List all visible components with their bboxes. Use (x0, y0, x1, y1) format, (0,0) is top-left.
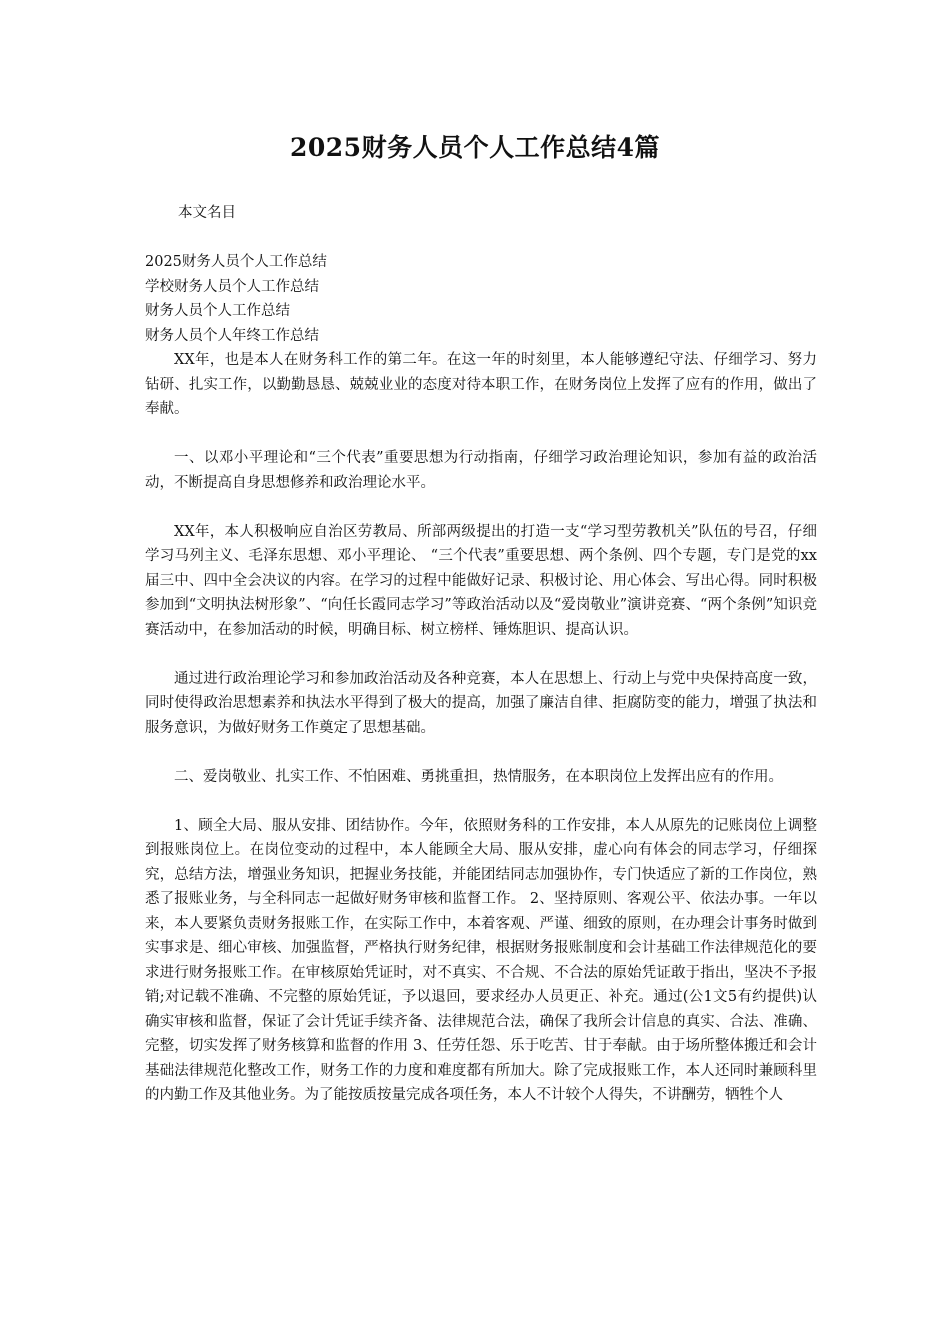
body-paragraph: 二、爱岗敬业、扎实工作、不怕困难、勇挑重担，热情服务，在本职岗位上发挥出应有的作用。 (174, 768, 783, 785)
body-paragraph: XX年，也是本人在财务科工作的第二年。在这一年的时刻里，本人能够遵纪守法、仔细学习、努力钻研、扎实工作，以勤勤恳恳、兢兢业业的态度对待本职工作，在财务岗位上发挥了应有的作用，做出了奉献。 (145, 352, 817, 417)
toc-item: 财务人员个人年终工作总结 (145, 327, 319, 344)
document-title: 2025财务人员个人工作总结4篇 (290, 133, 660, 162)
body-paragraph: 一、以邓小平理论和“三个代表”重要思想为行动指南，仔细学习政治理论知识，参加有益的政治活动，不断提高自身思想修养和政治理论水平。 (145, 450, 817, 491)
toc-heading: 本文名目 (178, 205, 236, 221)
body-paragraph: 通过进行政治理论学习和参加政治活动及各种竞赛，本人在思想上、行动上与党中央保持高度一致，同时使得政治思想素养和执法水平得到了极大的提高，加强了廉洁自律、拒腐防变的能力，增强了执法和服务意识，为做好财务工作奠定了思想基础。 (145, 670, 817, 736)
table-of-contents (145, 250, 825, 348)
body-paragraph: 1、顾全大局、服从安排、团结协作。今年，依照财务科的工作安排，本人从原先的记账岗位上调整到报账岗位上。在岗位变动的过程中，本人能顾全大局、服从安排，虚心向有体会的同志学习，仔细探究，总结方法，增强业务知识，把握业务技能，并能团结同志加强协作，专门快适应了新的工作岗位，熟悉了报账业务，与全科同志一起做好财务审核和监督工作。 2、坚持原则、客观公平、依法办事。一年以来，本人要紧负责财务报账工作，在实际工作中，本着客观、严谨、细致的原则，在办理会计事务时做到实事求是、细心审核、加强监督，严格执行财务纪律，根据财务报账制度和会计基础工作法律规范化的要求进行财务报账工作。在审核原始凭证时，对不真实、不合规、不合法的原始凭证敢于指出，坚决不予报销;对记载不准确、不完整的原始凭证，予以退回，要求经办人员更正、补充。通过(公1文5有约提供)认确实审核和监督，保证了会计凭证手续齐备、法律规范合法，确保了我所会计信息的真实、合法、准确、完整，切实发挥了财务核算和监督的作用 3、任劳任怨、乐于吃苦、甘于奉献。由于场所整体搬迁和会计基础法律规范化整改工作，财务工作的力度和难度都有所加大。除了完成报账工作，本人还同时兼顾科里的内勤工作及其他业务。为了能按质按量完成各项任务，本人不计较个人得失，不讲酬劳，牺牲个人 (145, 817, 817, 1103)
toc-item: 财务人员个人工作总结 (145, 303, 290, 319)
toc-item: 学校财务人员个人工作总结 (145, 278, 319, 295)
toc-item: 2025财务人员个人工作总结 (145, 254, 327, 270)
document-body (145, 348, 817, 1108)
body-paragraph: XX年，本人积极响应自治区劳教局、所部两级提出的打造一支“学习型劳教机关”队伍的号召，仔细学习马列主义、毛泽东思想、邓小平理论、 “三个代表”重要思想、两个条例、四个专题，专门是党的xx届三中、四中全会决议的内容。在学习的过程中能做好记录、积极讨论、用心体会、写出心得。同时积极参加到“文明执法树形象”、“向任长霞同志学习”等政治活动以及“爱岗敬业”演讲竞赛、“两个条例”知识竞赛活动中，在参加活动的时候，明确目标、树立榜样、锤炼胆识、提高认识。 (145, 523, 817, 638)
